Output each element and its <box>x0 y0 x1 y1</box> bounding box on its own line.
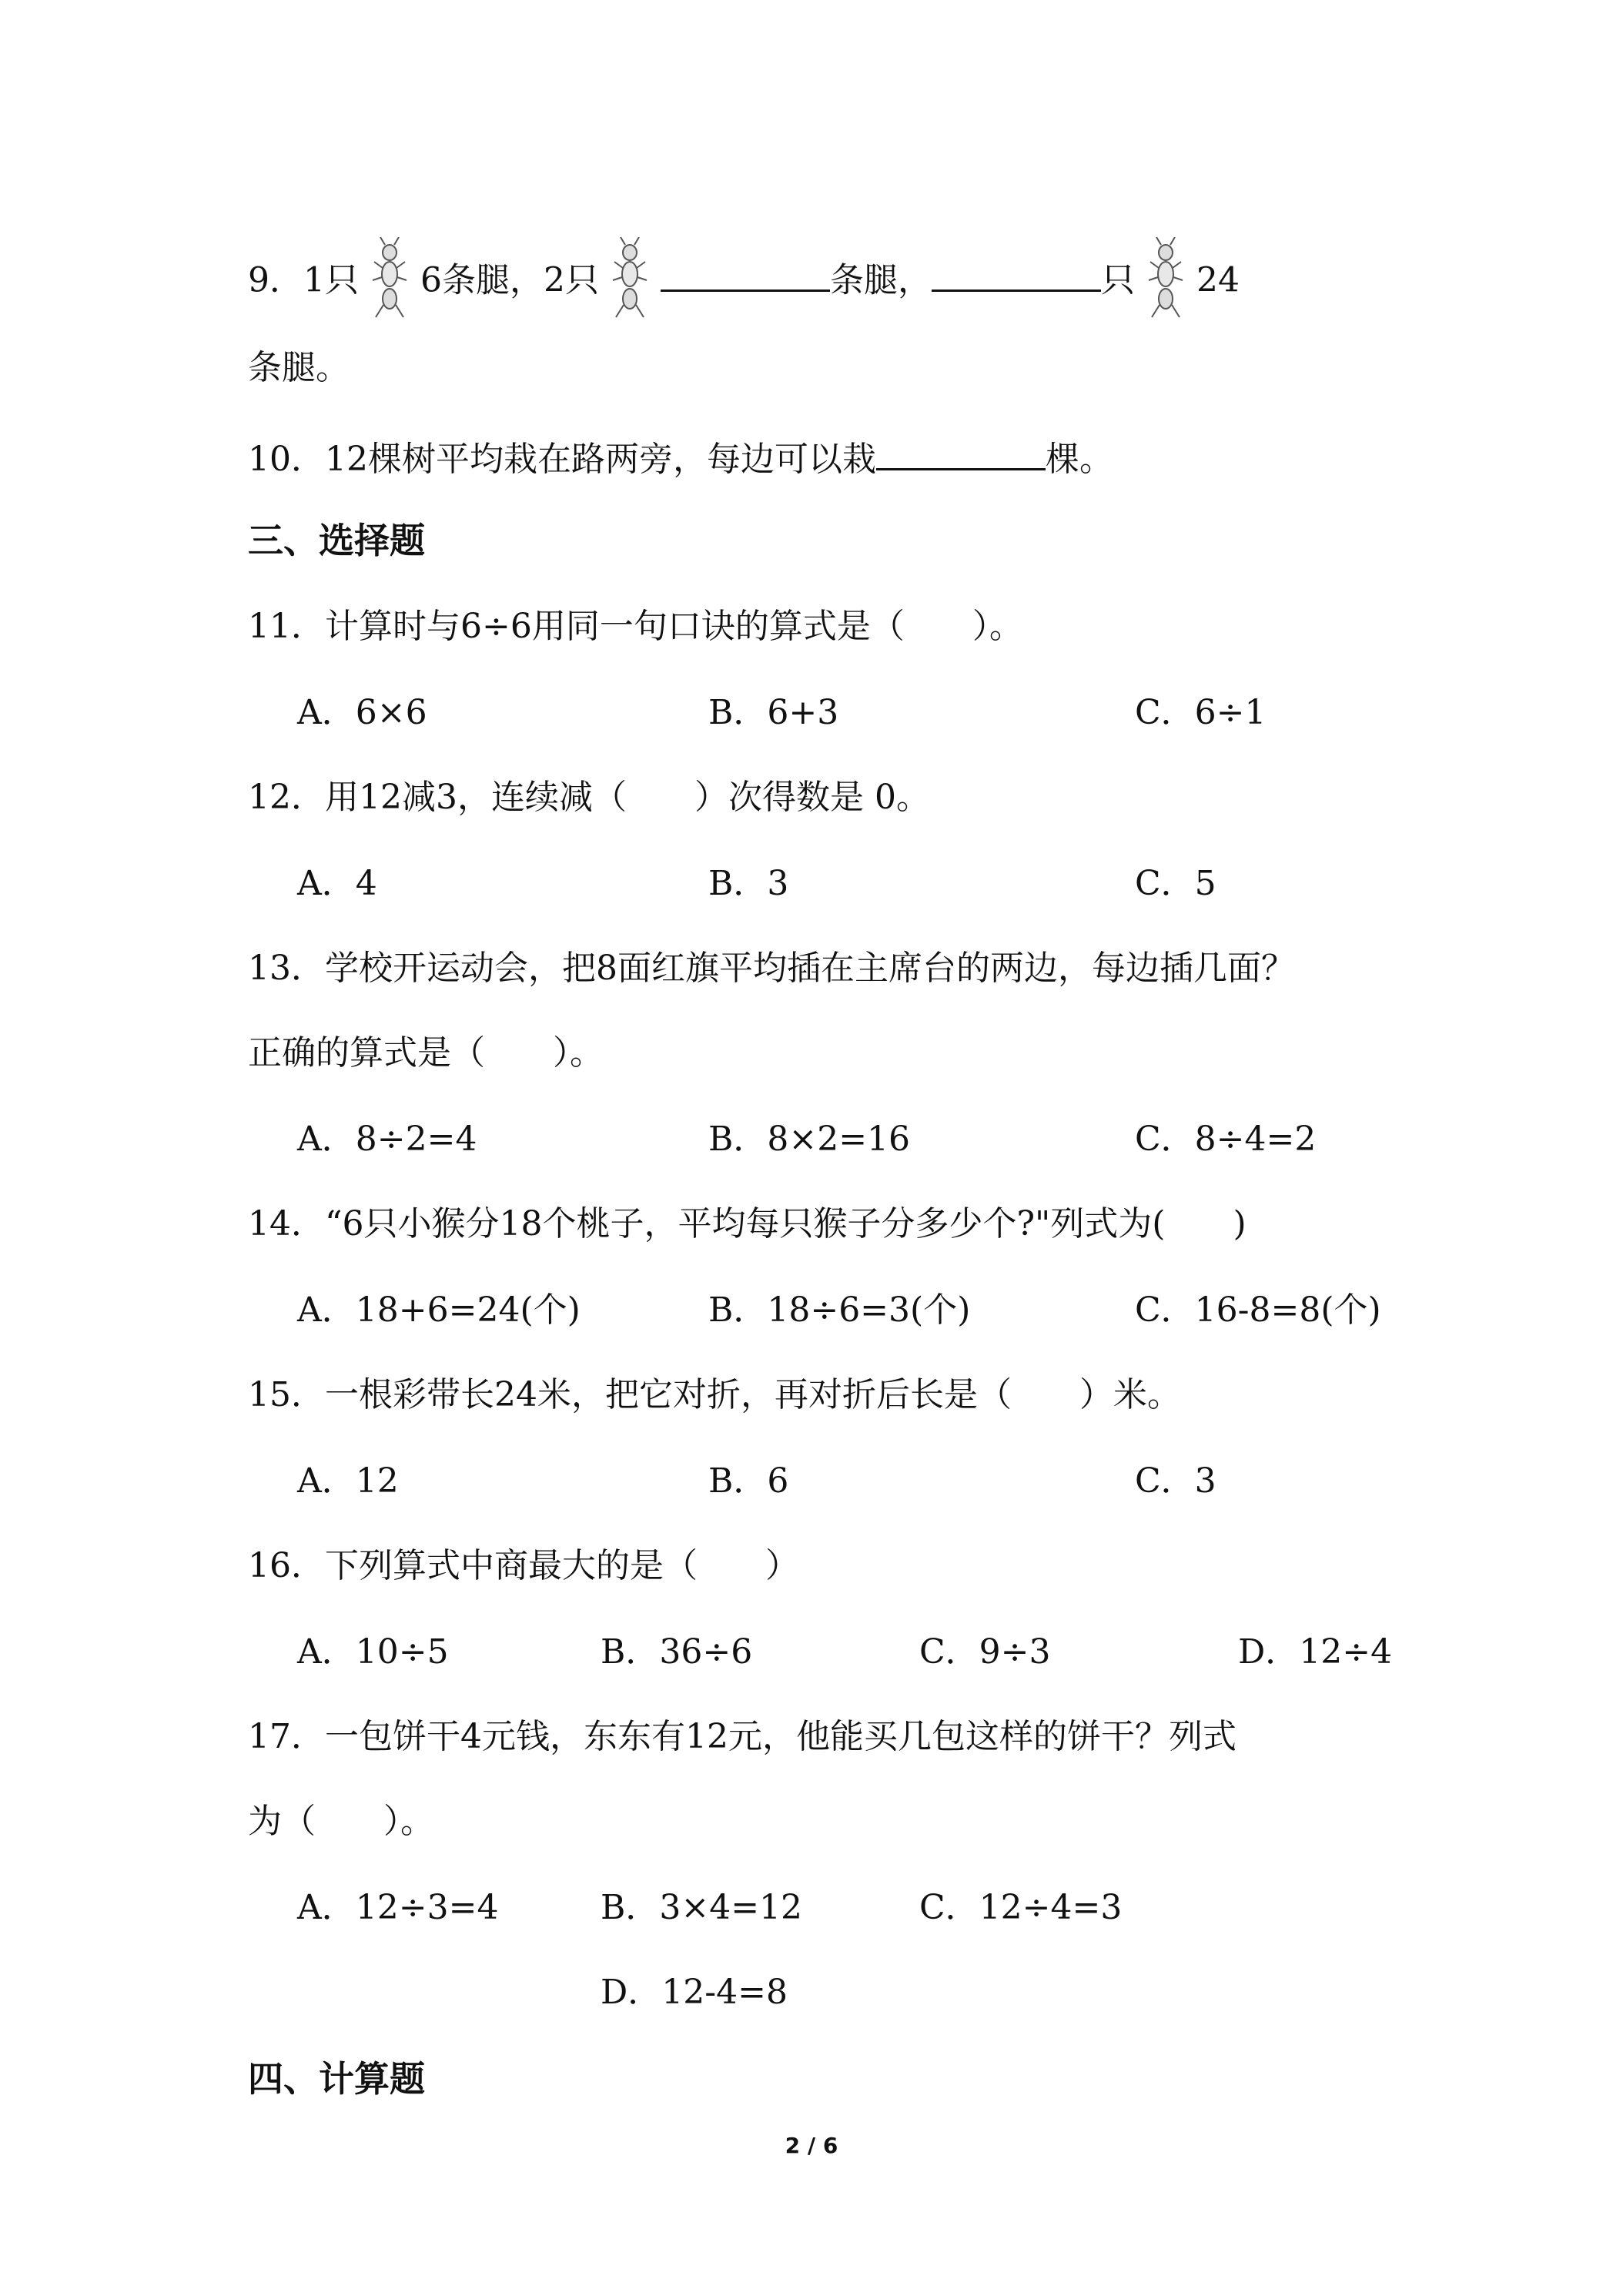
option-b[interactable]: B．36÷6 <box>601 1632 753 1672</box>
question-10 <box>248 431 1113 477</box>
question-9-text: 1只 <box>303 260 359 300</box>
question-9-text: 只 <box>1101 260 1135 300</box>
question-13-line-2: 正确的算式是（ ）。 <box>248 1033 604 1073</box>
option-a[interactable]: A．12 <box>297 1461 399 1501</box>
option-d[interactable]: D．12-4=8 <box>601 1973 788 2012</box>
option-b[interactable]: B．6 <box>708 1461 789 1501</box>
question-10-text: 12棵树平均栽在路两旁，每边可以栽 <box>325 440 876 479</box>
option-a[interactable]: A．12÷3=4 <box>297 1888 499 1927</box>
question-17-line-2: 为（ ）。 <box>248 1802 434 1841</box>
section-heading-choice: 三、选择题 <box>248 520 425 561</box>
option-a[interactable]: A．8÷2=4 <box>297 1120 477 1159</box>
option-c[interactable]: C．16-8=8(个) <box>1135 1290 1381 1330</box>
question-12: 12．用12减3，连续减（ ）次得数是 0。 <box>248 778 930 817</box>
option-c[interactable]: C．8÷4=2 <box>1135 1120 1317 1159</box>
option-d[interactable]: D．12÷4 <box>1238 1632 1393 1672</box>
option-b[interactable]: B．6+3 <box>708 693 839 732</box>
question-11: 11．计算时与6÷6用同一句口诀的算式是（ ）。 <box>248 607 1023 646</box>
option-b[interactable]: B．8×2=16 <box>708 1120 911 1159</box>
option-b[interactable]: B．3 <box>708 864 789 903</box>
insect-icon <box>610 237 650 322</box>
question-14: 14．“6只小猴分18个桃子，平均每只猴子分多少个?"列式为( ) <box>248 1204 1247 1243</box>
question-10-text: 棵。 <box>1046 440 1113 479</box>
option-b[interactable]: B．3×4=12 <box>601 1888 803 1927</box>
question-9-number: 9． <box>248 260 303 300</box>
option-c[interactable]: C．6÷1 <box>1135 693 1267 732</box>
question-17-line-1: 17．一包饼干4元钱，东东有12元，他能买几包这样的饼干？列式 <box>248 1717 1236 1756</box>
insect-icon <box>1146 237 1186 322</box>
section-heading-calculation: 四、计算题 <box>248 2058 425 2100</box>
question-9-text: 24 <box>1196 260 1240 300</box>
question-9-line-1 <box>248 240 1240 300</box>
option-a[interactable]: A．18+6=24(个) <box>297 1290 581 1330</box>
option-a[interactable]: A．4 <box>297 864 377 903</box>
option-c[interactable]: C．12÷4=3 <box>919 1888 1123 1927</box>
option-c[interactable]: C．9÷3 <box>919 1632 1051 1672</box>
page-number: 2 / 6 <box>785 2133 838 2158</box>
question-15: 15．一根彩带长24米，把它对折，再对折后长是（ ）米。 <box>248 1375 1181 1414</box>
option-b[interactable]: B．18÷6=3(个) <box>708 1290 971 1330</box>
answer-blank[interactable] <box>661 253 830 292</box>
answer-blank[interactable] <box>876 431 1046 470</box>
question-9-text: 条腿， <box>830 260 932 300</box>
question-10-number: 10． <box>248 440 325 479</box>
question-16: 16．下列算式中商最大的是（ ） <box>248 1546 799 1585</box>
question-9-line-2: 条腿。 <box>248 348 350 387</box>
option-a[interactable]: A．6×6 <box>297 693 427 732</box>
insect-icon <box>370 237 410 322</box>
question-13-line-1: 13．学校开运动会，把8面红旗平均插在主席台的两边，每边插几面？ <box>248 949 1295 988</box>
answer-blank[interactable] <box>932 253 1101 292</box>
option-a[interactable]: A．10÷5 <box>297 1632 449 1672</box>
question-9-text: 6条腿，2只 <box>420 260 599 300</box>
option-c[interactable]: C．5 <box>1135 864 1216 903</box>
option-c[interactable]: C．3 <box>1135 1461 1216 1501</box>
